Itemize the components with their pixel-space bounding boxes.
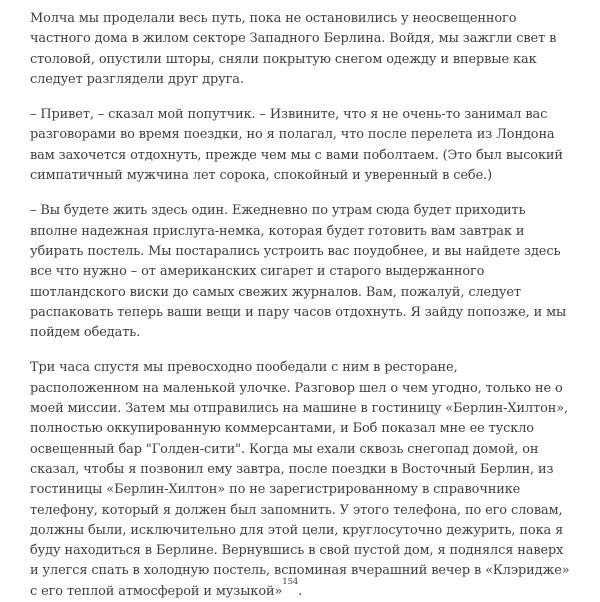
footnote-marker[interactable]: 154 — [282, 577, 299, 588]
article-body — [30, 9, 570, 602]
paragraph-2: – Привет, – сказал мой попутчик. – Извините, что я не очень-то занимал вас разговорами во время поездки, но я полагал, что после перелета из Лондона вам захочется отдохнуть, прежде чем мы с вами поболтаем. (Это был высокий симпатичный мужчина лет сорока, спокойный и уверенный в себе.) — [30, 107, 563, 184]
paragraph-3: – Вы будете жить здесь один. Ежедневно по утрам сюда будет приходить вполне надежная прислуга-немка, которая будет готовить вам завтрак и убирать постель. Мы постарались устроить вас поудобнее, и вы найдете здесь все что нужно – от американских сигарет и старого выдержанного шотландского виски до самых свежих журналов. Вам, пожалуй, следует распаковать теперь ваши вещи и пару часов отдохнуть. Я зайду попозже, и мы пойдем обедать. — [30, 203, 567, 341]
paragraph-4-text: Три часа спустя мы превосходно пообедали с ним в ресторане, расположенном на маленькой улочке. Разговор шел о чем угодно, только не о моей миссии. Затем мы отправились на машине в гостиницу «Берлин-Хилтон», полностью оккупированную коммерсантами, и Боб показал мне ее тускло освещенный бар "Голден-сити". Когда мы ехали сквозь снегопад домой, он сказал, чтобы я позвонил ему завтра, после поездки в Восточный Берлин, из гостиницы «Берлин-Хилтон» по не зарегистрированному в справочнике телефону, который я должен был запомнить. У этого телефона, по его словам, должны были, исключительно для этой цели, круглосуточно дежурить, пока я буду находиться в Берлине. Вернувшись в свой пустой дом, я поднялся наверх и улегся спать в холодную постель, вспоминая вчерашний вечер в «Клэридже» с его теплой атмосферой и музыкой» — [30, 360, 570, 599]
paragraph-1: Молча мы проделали весь путь, пока не остановились у неосвещенного частного дома в жилом секторе Западного Берлина. Войдя, мы зажгли свет в столовой, опустили шторы, сняли покрытую снегом одежду и впервые как следует разглядели друг друга. — [30, 11, 557, 87]
paragraph-4: Три часа спустя мы превосходно пообедали с ним в ресторане, расположенном на маленькой улочке. Разговор шел о чем угодно, только не о моей миссии. Затем мы отправились на машине в гостиницу «Берлин-Хилтон», полностью оккупированную коммерсантами, и Боб показал мне ее тускло освещенный бар "Голден-сити". Когда мы ехали сквозь снегопад домой, он сказал, чтобы я позвонил ему завтра, после поездки в Восточный Берлин, из гостиницы «Берлин-Хилтон» по не зарегистрированному в справочнике телефону, который я должен был запомнить. У этого телефона, по его словам, должны были, исключительно для этой цели, круглосуточно дежурить, пока я буду находиться в Берлине. Вернувшись в свой пустой дом, я поднялся наверх и улегся спать в холодную постель, вспоминая вчерашний вечер в «Клэридже» с его теплой атмосферой и музыкой»$^{154}$. — [30, 360, 570, 599]
